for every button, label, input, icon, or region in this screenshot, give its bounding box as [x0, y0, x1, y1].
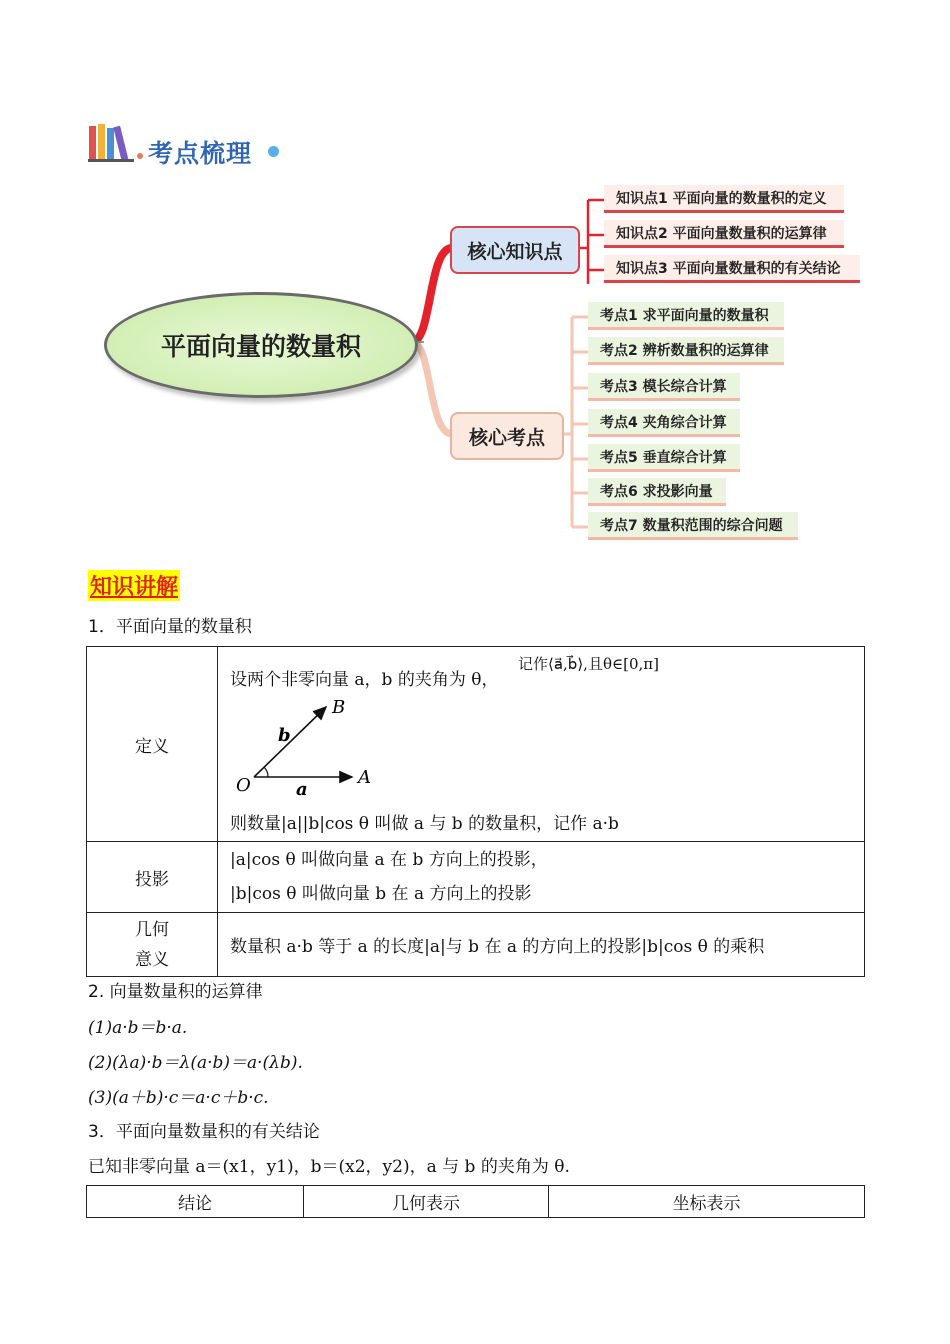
section-heading: 知识讲解: [88, 570, 180, 601]
section-3-title: 3．平面向量数量积的有关结论: [88, 1122, 320, 1142]
knowledge-item: 知识点3 平面向量数量积的有关结论: [604, 255, 860, 283]
law-1: (1)a·b＝b·a.: [88, 1018, 188, 1038]
law-3: (3)(a＋b)·c＝a·c＋b·c.: [88, 1088, 269, 1108]
law-2: (2)(λa)·b＝λ(a·b)＝a·(λb).: [88, 1053, 303, 1073]
header-coordinate: 坐标表示: [549, 1186, 865, 1218]
exam-item: 考点2 辨析数量积的运算律: [588, 337, 784, 365]
header-conclusion: 结论: [87, 1186, 304, 1218]
section-3-intro: 已知非零向量 a＝(x1，y1)，b＝(x2，y2)，a 与 b 的夹角为 θ.: [88, 1157, 570, 1177]
definition-line-1: 设两个非零向量 a，b 的夹角为 θ，: [230, 670, 499, 690]
projection-cell: [218, 842, 865, 913]
definition-table: [86, 646, 865, 977]
exam-item: 考点1 求平面向量的数量积: [588, 302, 784, 330]
exam-item: 考点7 数量积范围的综合问题: [588, 512, 798, 540]
projection-line-2: |b|cos θ 叫做向量 b 在 a 方向上的投影: [230, 884, 532, 904]
exam-item: 考点4 夹角综合计算: [588, 409, 740, 437]
geometric-meaning-label: [87, 913, 218, 977]
exam-item: 考点5 垂直综合计算: [588, 444, 740, 472]
label-A: A: [358, 767, 371, 788]
section-2-title: 2. 向量数量积的运算律: [88, 982, 263, 1002]
page-title: 考点梳理: [148, 139, 253, 168]
label-B: B: [332, 697, 346, 718]
label-O: O: [236, 775, 251, 796]
knowledge-item: 知识点2 平面向量数量积的运算律: [604, 220, 844, 248]
definition-note: 记作⟨a⃗,b⃗⟩,且θ∈[0,π]: [518, 655, 659, 673]
table-row: [87, 842, 865, 913]
knowledge-item: 知识点1 平面向量的数量积的定义: [604, 185, 844, 213]
definition-label: 定义: [87, 647, 218, 842]
vector-angle-figure: [228, 695, 388, 800]
conclusion-table: [86, 1185, 865, 1218]
exam-item: 考点6 求投影向量: [588, 478, 726, 506]
projection-line-1: |a|cos θ 叫做向量 a 在 b 方向上的投影，: [230, 850, 548, 870]
table-row: [87, 913, 865, 977]
branch-core-exam: 核心考点: [450, 412, 564, 460]
mindmap-center-label: 平面向量的数量积: [160, 332, 361, 361]
geometric-label-1: 几何: [135, 919, 169, 940]
label-b: b: [278, 725, 291, 746]
definition-cell: [218, 647, 865, 842]
geometric-label-2: 意义: [135, 949, 169, 970]
mindmap-center-node: [104, 292, 418, 398]
section-1-title: 1．平面向量的数量积: [88, 617, 252, 637]
label-a: a: [296, 779, 308, 800]
definition-line-2: 则数量|a||b|cos θ 叫做 a 与 b 的数量积，记作 a·b: [230, 814, 619, 834]
projection-label: 投影: [87, 842, 218, 913]
exam-item: 考点3 模长综合计算: [588, 373, 740, 401]
branch-core-knowledge: 核心知识点: [450, 226, 580, 274]
geometric-meaning-cell: 数量积 a·b 等于 a 的长度|a|与 b 在 a 的方向上的投影|b|cos θ 的乘积: [218, 913, 865, 977]
header-geometric: 几何表示: [304, 1186, 549, 1218]
table-row: [87, 647, 865, 842]
table-header-row: [87, 1186, 865, 1218]
